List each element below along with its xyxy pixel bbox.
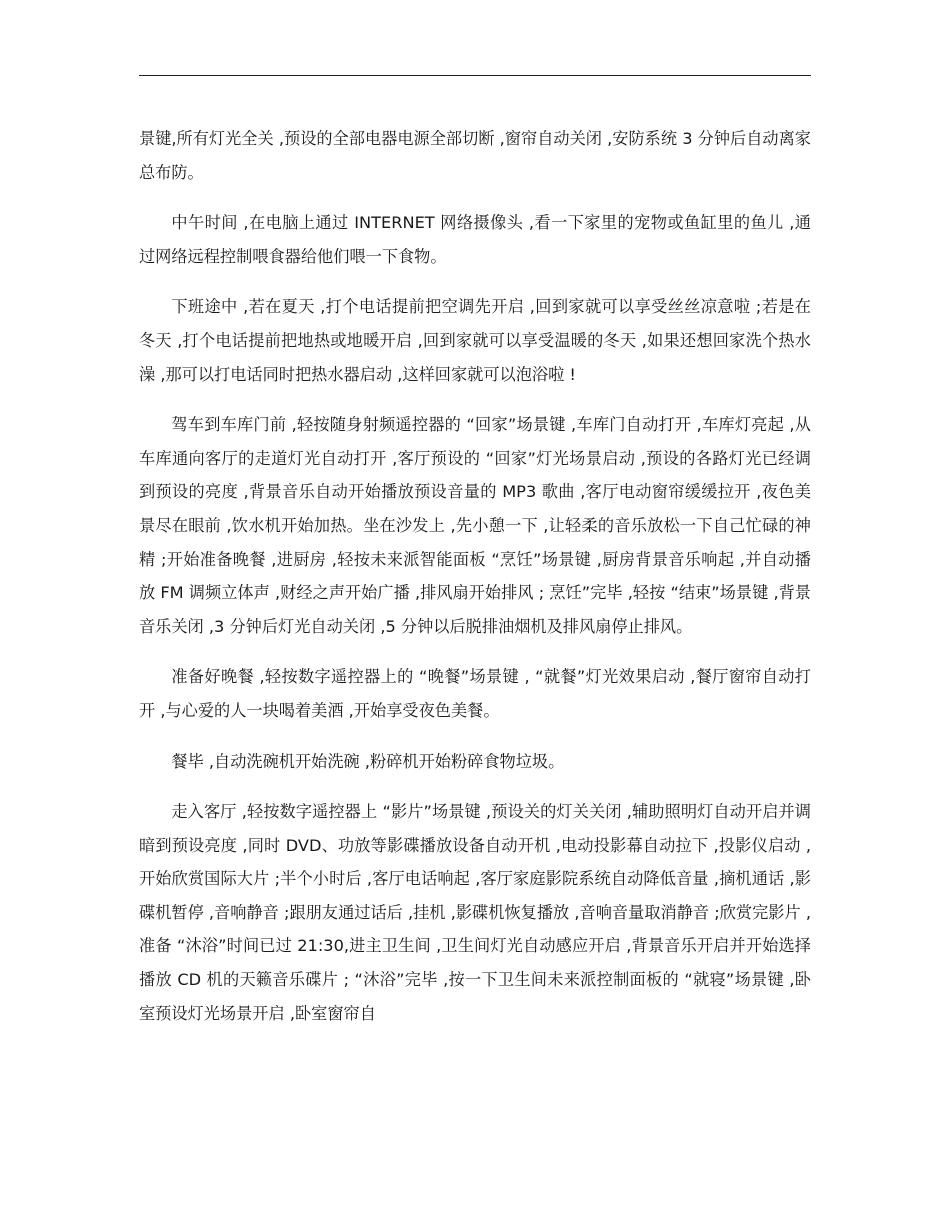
paragraph-1: 景键,所有灯光全关 ,预设的全部电器电源全部切断 ,窗帘自动关闭 ,安防系统 3 分钟后自动离家总布防。 [139,129,811,182]
header-divider [139,75,811,76]
paragraph-4: 驾车到车库门前 ,轻按随身射频遥控器的 “回家”场景键 ,车库门自动打开 ,车库灯亮起 ,从车库通向客厅的走道灯光自动打开 ,客厅预设的 “回家”灯光场景启动 ,预设的各路灯光已经调到预设的亮度 ,背景音乐自动开始播放预设音量的 MP3 歌曲 ,客厅电动窗帘缓缓拉开 ,夜色美景尽在眼前 ,饮水机开始加热。坐在沙发上 ,先小憩一下 ,让轻柔的音乐放松一下自己忙碌的神精 ;开始准备晚餐 ,进厨房 ,轻按未来派智能面板 “烹饪”场景键 ,厨房背景音乐响起 ,并自动播放 FM 调频立体声 ,财经之声开始广播 ,排风扇开始排风 ; 烹饪”完毕 ,轻按 “结束”场景键 ,背景音乐关闭 ,3 分钟后灯光自动关闭 ,5 分钟以后脱排油烟机及排风扇停止排风。 [139,415,811,636]
paragraph-6: 餐毕 ,自动洗碗机开始洗碗 ,粉碎机开始粉碎食物垃圾。 [171,751,565,771]
document-body [139,122,811,1047]
paragraph-2: 中午时间 ,在电脑上通过 INTERNET 网络摄像头 ,看一下家里的宠物或鱼缸里的鱼儿 ,通过网络远程控制喂食器给他们喂一下食物。 [139,213,811,266]
paragraph-5: 准备好晚餐 ,轻按数字遥控器上的 “晚餐”场景键 , “就餐”灯光效果启动 ,餐厅窗帘自动打开 ,与心爱的人一块喝着美酒 ,开始享受夜色美餐。 [139,667,811,720]
paragraph-7: 走入客厅 ,轻按数字遥控器上 “影片”场景键 ,预设关的灯关关闭 ,辅助照明灯自动开启并调暗到预设亮度 ,同时 DVD、功放等影碟播放设备自动开机 ,电动投影幕自动拉下 ,投影仪启动 ,开始欣赏国际大片 ;半个小时后 ,客厅电话响起 ,客厅家庭影院系统自动降低音量 ,摘机通话 ,影碟机暂停 ,音响静音 ;跟朋友通过话后 ,挂机 ,影碟机恢复播放 ,音响音量取消静音 ;欣赏完影片 ,准备 “沐浴”时间已过 21:30,进主卫生间 ,卫生间灯光自动感应开启 ,背景音乐开启并开始选择播放 CD 机的天籁音乐碟片 ; “沐浴”完毕 ,按一下卫生间未来派控制面板的 “就寝”场景键 ,卧室预设灯光场景开启 ,卧室窗帘自 [139,802,811,1023]
paragraph-3: 下班途中 ,若在夏天 ,打个电话提前把空调先开启 ,回到家就可以享受丝丝凉意啦 ;若是在冬天 ,打个电话提前把地热或地暖开启 ,回到家就可以享受温暖的冬天 ,如果还想回家洗个热水澡 ,那可以打电话同时把热水器启动 ,这样回家就可以泡浴啦 ! [139,297,811,384]
